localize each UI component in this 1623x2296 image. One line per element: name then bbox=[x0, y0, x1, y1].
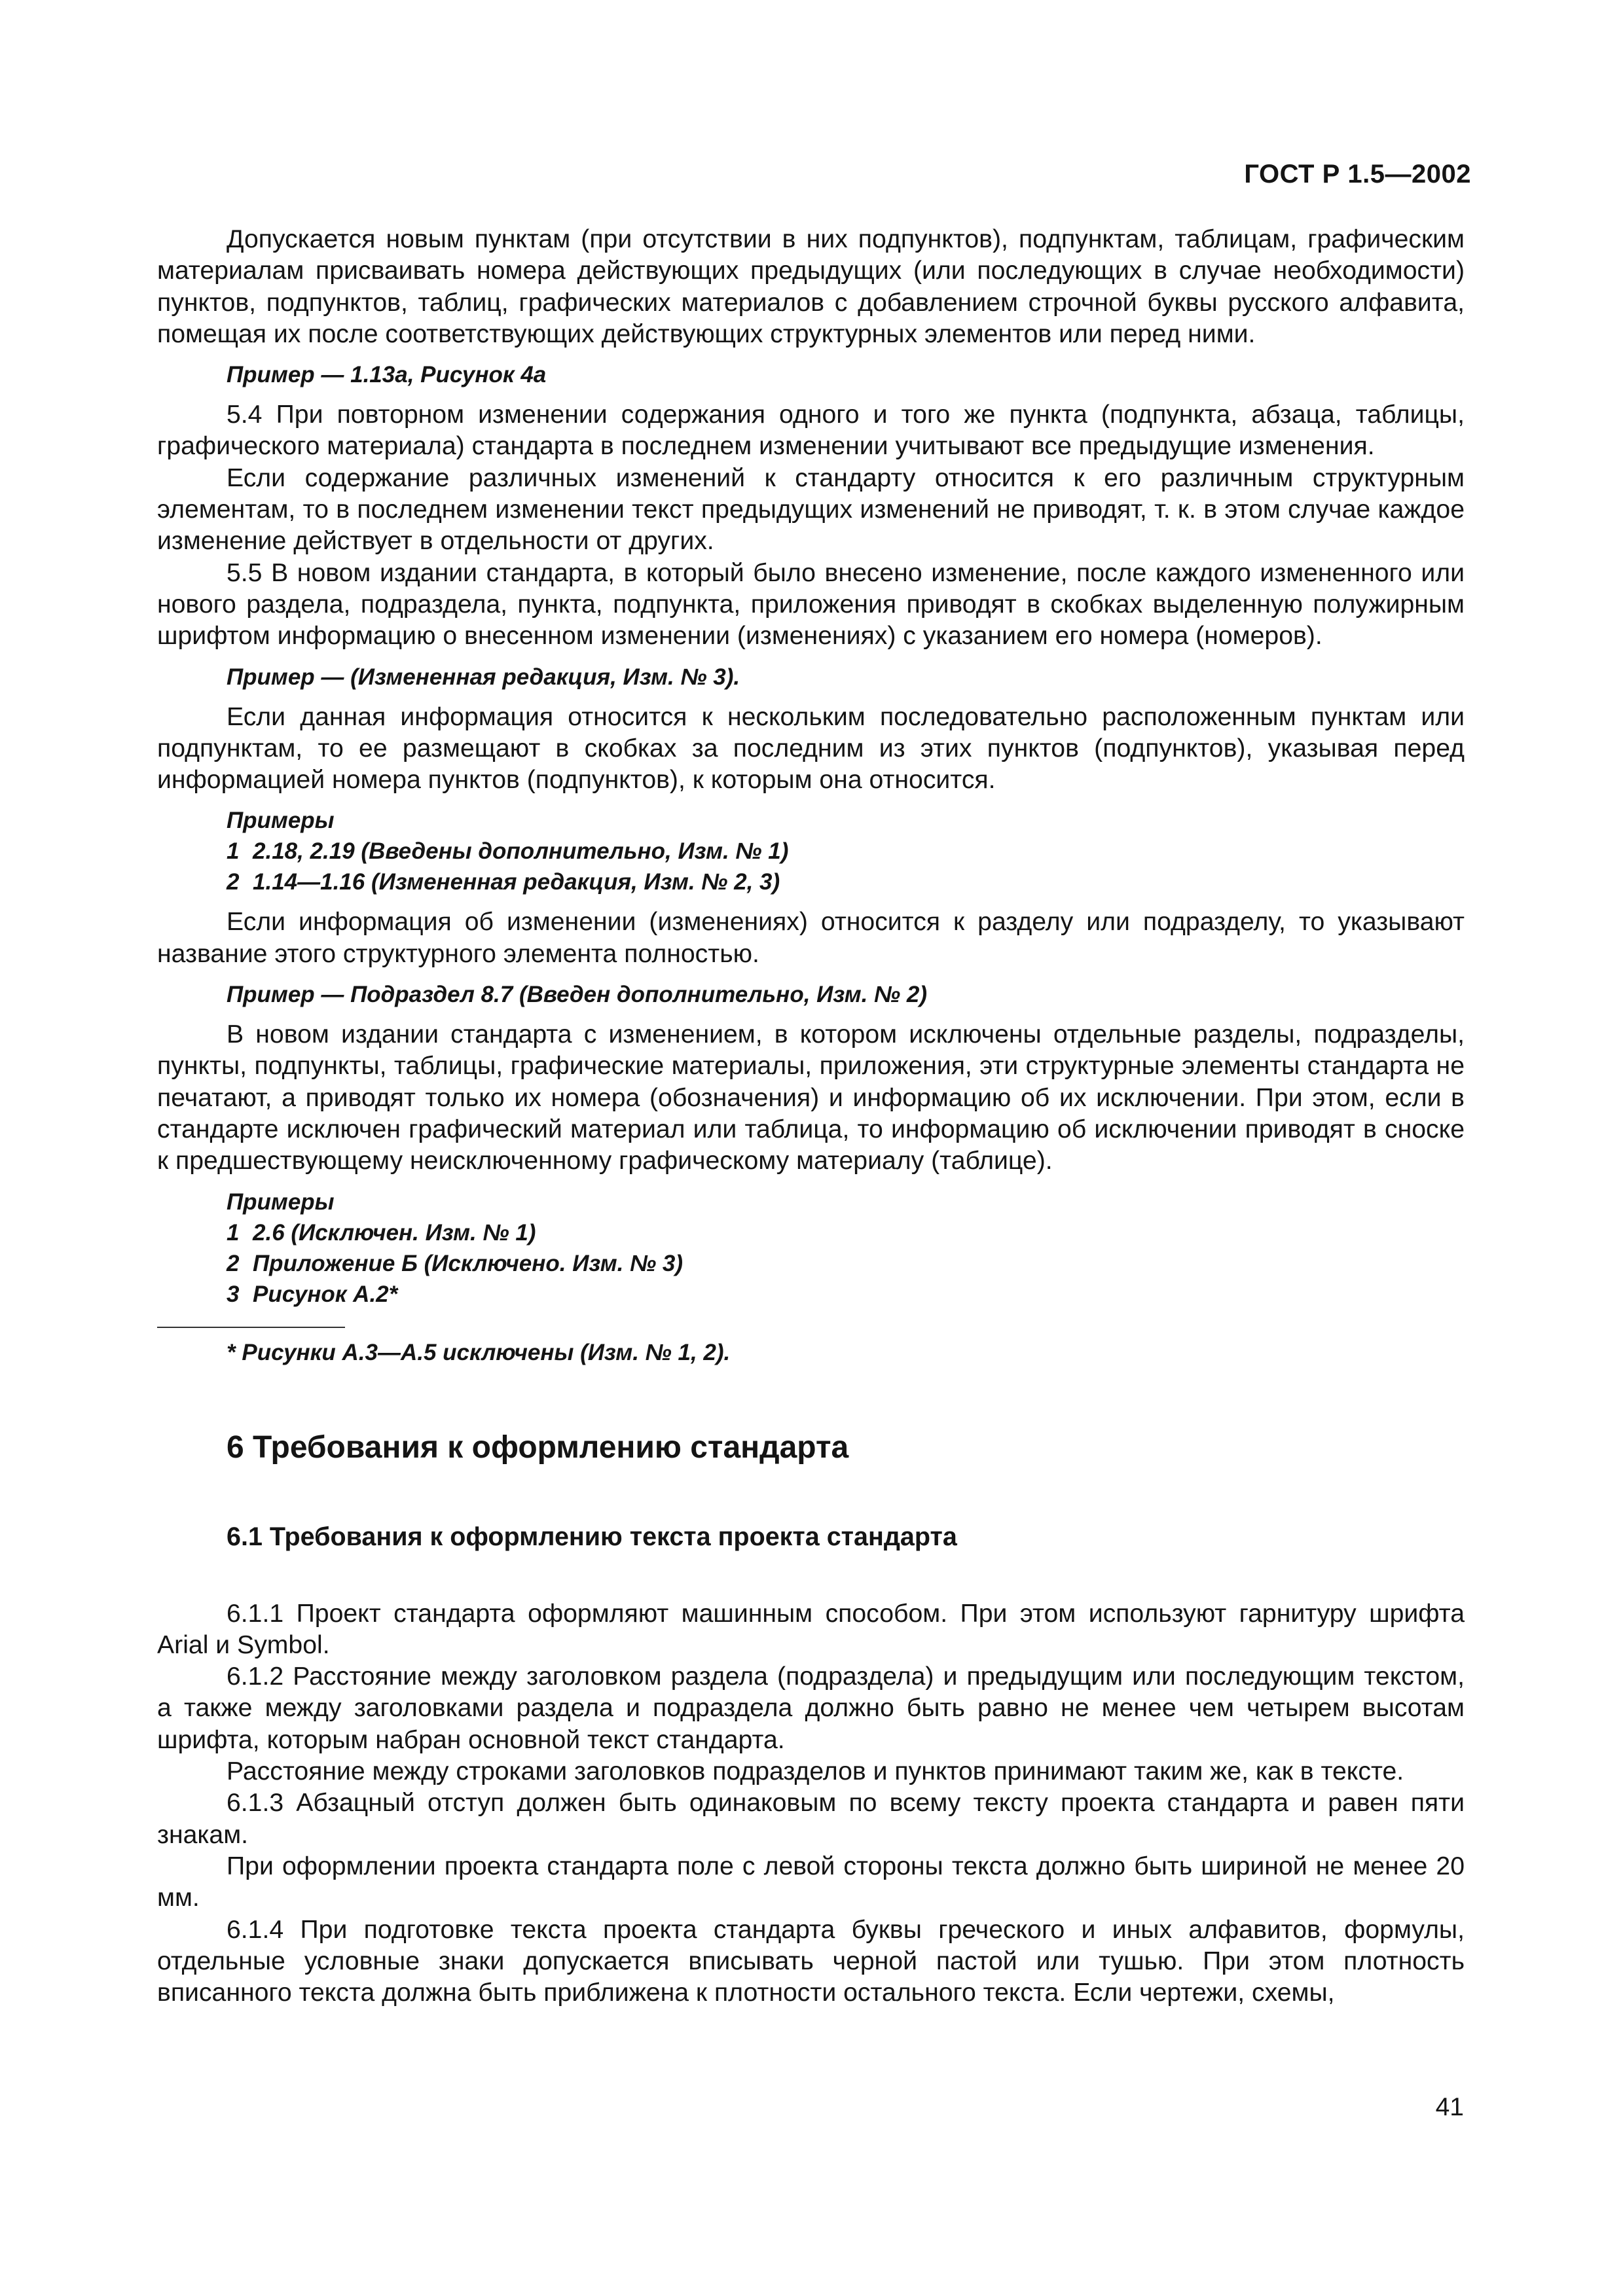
paragraph-6-1-3: 6.1.3 Абзацный отступ должен быть одинаковым по всему тексту проекта стандарта и равен пяти знакам. bbox=[157, 1789, 1465, 1849]
page-number: 41 bbox=[1435, 2093, 1464, 2121]
example-number: 1 bbox=[227, 1219, 240, 1246]
example-list-item bbox=[227, 867, 1465, 897]
example-text: 1.14—1.16 (Измененная редакция, Изм. № 2, 3) bbox=[253, 869, 780, 895]
example-text: Рисунок А.2* bbox=[253, 1281, 398, 1307]
example-1-13a: Пример — 1.13а, Рисунок 4а bbox=[227, 362, 547, 388]
paragraph-6-1-4: 6.1.4 При подготовке текста проекта стандарта буквы греческого и иных алфавитов, формулы, отдельные условные знаки допускается вписывать черной пастой или тушью. При этом плотность вписанного текста должна быть приближена к плотности остального текста. Если чертежи, схемы, bbox=[157, 1915, 1465, 2007]
footnote: * Рисунки А.3—А.5 исключены (Изм. № 1, 2). bbox=[227, 1339, 731, 1365]
example-text: Приложение Б (Исключено. Изм. № 3) bbox=[253, 1250, 684, 1276]
examples-block-items bbox=[157, 805, 1465, 897]
document-code-header: ГОСТ Р 1.5—2002 bbox=[1244, 160, 1471, 188]
example-text: 2.6 (Исключен. Изм. № 1) bbox=[253, 1219, 536, 1246]
example-number: 2 bbox=[227, 1250, 240, 1276]
paragraph-left-margin: При оформлении проекта стандарта поле с левой стороны текста должно быть шириной не менее 20 мм. bbox=[157, 1852, 1465, 1912]
paragraph-6-1-2: 6.1.2 Расстояние между заголовком раздела (подраздела) и предыдущим или последующим текстом, а также между заголовками раздела и подраздела должно быть равно не менее чем четырем высотам шрифта, которым набран основной текст стандарта. bbox=[157, 1662, 1465, 1754]
examples-heading: Примеры bbox=[227, 1189, 335, 1215]
section-6-heading: 6 Требования к оформлению стандарта bbox=[227, 1429, 849, 1465]
paragraph-several-items: Если данная информация относится к нескольким последовательно расположенным пунктам или подпунктам, то ее размещают в скобках за последним из этих пунктов (подпунктов), указывая перед информацией номера пунктов (подпунктов), к которым она относится. bbox=[157, 702, 1465, 795]
example-text: 2.18, 2.19 (Введены дополнительно, Изм. № 1) bbox=[253, 838, 789, 865]
page-content bbox=[157, 224, 1465, 2009]
footnote-divider bbox=[157, 1327, 345, 1328]
subsection-6-1-heading: 6.1 Требования к оформлению текста проекта стандарта bbox=[227, 1522, 957, 1551]
examples-block-excluded bbox=[157, 1187, 1465, 1310]
paragraph-different-changes: Если содержание различных изменений к стандарту относится к его различным структурным элементам, то в последнем изменении текст предыдущих изменений не приводят, т. к. в этом случае каждое изменение действует в отдельности от других. bbox=[157, 463, 1465, 556]
example-list-item bbox=[227, 836, 1465, 867]
example-revised-edition: Пример — (Измененная редакция, Изм. № 3). bbox=[227, 664, 740, 690]
example-number: 2 bbox=[227, 869, 240, 895]
example-number: 3 bbox=[227, 1281, 240, 1307]
paragraph-numbering-rule: Допускается новым пунктам (при отсутствии в них подпунктов), подпунктам, таблицам, графическим материалам присваивать номера действующих предыдущих (или последующих в случае необходимости) пунктов, подпунктов, таблиц, графических материалов с добавлением строчной буквы русского алфавита, помещая их после соответствующих действующих структурных элементов или перед ними. bbox=[157, 225, 1465, 348]
example-list-item bbox=[227, 1279, 1465, 1310]
paragraph-5-5: 5.5 В новом издании стандарта, в который было внесено изменение, после каждого измененного или нового раздела, подраздела, пункта, подпункта, приложения приводят в скобках выделенную полужирным шрифтом информацию о внесенном изменении (изменениях) с указанием его номера (номеров). bbox=[157, 558, 1465, 651]
example-list-item bbox=[227, 1217, 1465, 1248]
example-number: 1 bbox=[227, 838, 240, 865]
paragraph-6-1-1: 6.1.1 Проект стандарта оформляют машинным способом. При этом используют гарнитуру шрифта Arial и Symbol. bbox=[157, 1599, 1465, 1659]
example-list-item bbox=[227, 1248, 1465, 1279]
examples-heading: Примеры bbox=[227, 808, 335, 834]
paragraph-excluded-elements: В новом издании стандарта с изменением, в котором исключены отдельные разделы, подразделы, пункты, подпункты, таблицы, графические материалы, приложения, эти структурные элементы стандарта не печатают, а приводят только их номера (обозначения) и информацию об их исключении. При этом, если в стандарте исключен графический материал или таблица, то информацию об исключении приводят в сноске к предшествующему неисключенному графическому материалу (таблице). bbox=[157, 1020, 1465, 1175]
example-subsection-8-7: Пример — Подраздел 8.7 (Введен дополнительно, Изм. № 2) bbox=[227, 982, 928, 1008]
paragraph-5-4: 5.4 При повторном изменении содержания одного и того же пункта (подпункта, абзаца, таблицы, графического материала) стандарта в последнем изменении учитывают все предыдущие изменения. bbox=[157, 401, 1465, 461]
paragraph-section-change: Если информация об изменении (изменениях) относится к разделу или подразделу, то указывают название этого структурного элемента полностью. bbox=[157, 908, 1465, 968]
paragraph-line-spacing: Расстояние между строками заголовков подразделов и пунктов принимают таким же, как в тексте. bbox=[227, 1757, 1404, 1786]
